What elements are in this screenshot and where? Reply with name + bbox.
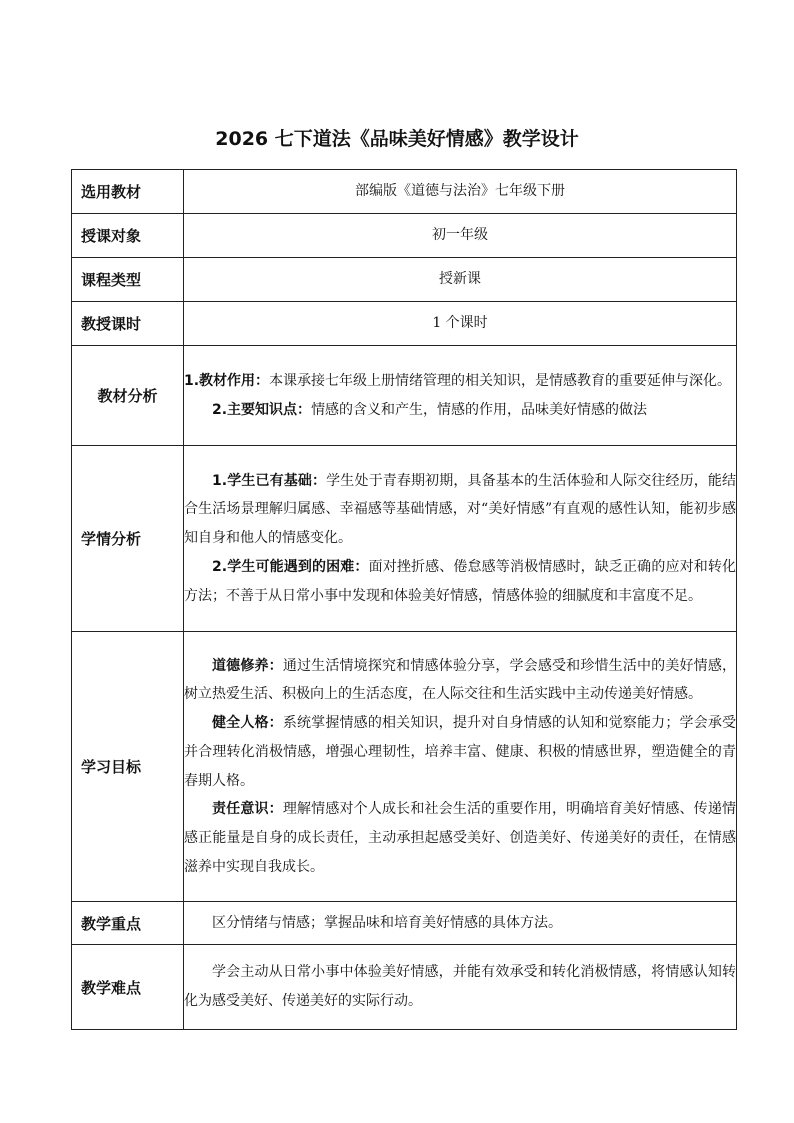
- table-row: [72, 214, 737, 258]
- students-p1-text: 学生处于青春期初期，具备基本的生活体验和人际交往经历，能结合生活场景理解归属感、幸福感等基础情感，对“美好情感”有直观的感性认知，能初步感知自身和他人的情感变化。: [184, 472, 737, 547]
- analysis-paragraph-2: [184, 396, 736, 425]
- goals-label: 学习目标: [72, 632, 184, 902]
- lesson-plan-table: [71, 169, 737, 1030]
- table-row: [72, 170, 737, 214]
- hours-value: 1 个课时: [184, 302, 737, 346]
- analysis-label: 教材分析: [72, 346, 184, 446]
- goals-p3-text: 理解情感对个人成长和社会生活的重要作用，明确培育美好情感、传递情感正能量是自身的成长责任，主动承担起感受美好、创造美好、传递美好的责任，在情感滋养中实现自我成长。: [184, 801, 737, 875]
- goals-p1-text: 通过生活情境探究和情感体验分享，学会感受和珍惜生活中的美好情感，树立热爱生活、积极向上的生活态度，在人际交往和生活实践中主动传递美好情感。: [184, 657, 737, 703]
- difficulty-value: [184, 945, 737, 1030]
- audience-value: 初一年级: [184, 214, 737, 258]
- students-label: 学情分析: [72, 446, 184, 632]
- table-row: [72, 902, 737, 945]
- goals-p2-text: 系统掌握情感的相关知识，提升对自身情感的认知和觉察能力；学会承受并合理转化消极情感，增强心理韧性，培养丰富、健康、积极的情感世界，塑造健全的青春期人格。: [184, 715, 737, 789]
- textbook-value: 部编版《道德与法治》七年级下册: [184, 170, 737, 214]
- goals-p2-heading: 健全人格：: [212, 715, 283, 732]
- analysis-p1-text: 本课承接七年级上册情绪管理的相关知识，是情感教育的重要延伸与深化。: [269, 372, 732, 389]
- students-paragraph-1: [184, 467, 736, 553]
- goals-paragraph-2: [184, 709, 736, 795]
- audience-label: 授课对象: [72, 214, 184, 258]
- table-row: [72, 945, 737, 1030]
- textbook-label: 选用教材: [72, 170, 184, 214]
- goals-p1-heading: 道德修养：: [212, 657, 283, 674]
- focus-value: [184, 902, 737, 945]
- focus-text: 区分情绪与情感；掌握品味和培育美好情感的具体方法。: [212, 914, 562, 931]
- analysis-p2-heading: 2.主要知识点：: [212, 401, 312, 418]
- lesson-type-label: 课程类型: [72, 258, 184, 302]
- goals-p3-heading: 责任意识：: [212, 801, 283, 818]
- analysis-p1-heading: 1.教材作用：: [184, 372, 270, 389]
- table-row: [72, 346, 737, 446]
- table-row: [72, 302, 737, 346]
- goals-paragraph-3: [184, 795, 736, 881]
- students-p2-heading: 2.学生可能遇到的困难：: [212, 558, 369, 575]
- lesson-type-value: 授新课: [184, 258, 737, 302]
- students-paragraph-2: [184, 553, 736, 610]
- hours-label: 教授课时: [72, 302, 184, 346]
- table-row: [72, 258, 737, 302]
- goals-value: [184, 632, 737, 902]
- analysis-p2-text: 情感的含义和产生，情感的作用，品味美好情感的做法: [311, 401, 648, 418]
- goals-paragraph-1: [184, 652, 736, 709]
- students-p1-heading: 1.学生已有基础：: [212, 472, 327, 489]
- focus-label: 教学重点: [72, 902, 184, 945]
- document-title: 2026 七下道法《品味美好情感》教学设计: [215, 128, 579, 150]
- analysis-value: [184, 346, 737, 446]
- students-p2-text: 面对挫折感、倦怠感等消极情感时，缺乏正确的应对和转化方法；不善于从日常小事中发现和体验美好情感，情感体验的细腻度和丰富度不足。: [184, 558, 737, 604]
- difficulty-label: 教学难点: [72, 945, 184, 1030]
- analysis-paragraph-1: [184, 367, 736, 396]
- students-value: [184, 446, 737, 632]
- difficulty-text: 学会主动从日常小事中体验美好情感，并能有效承受和转化消极情感，将情感认知转化为感受美好、传递美好的实际行动。: [184, 964, 736, 1009]
- table-row: [72, 446, 737, 632]
- table-row: [72, 632, 737, 902]
